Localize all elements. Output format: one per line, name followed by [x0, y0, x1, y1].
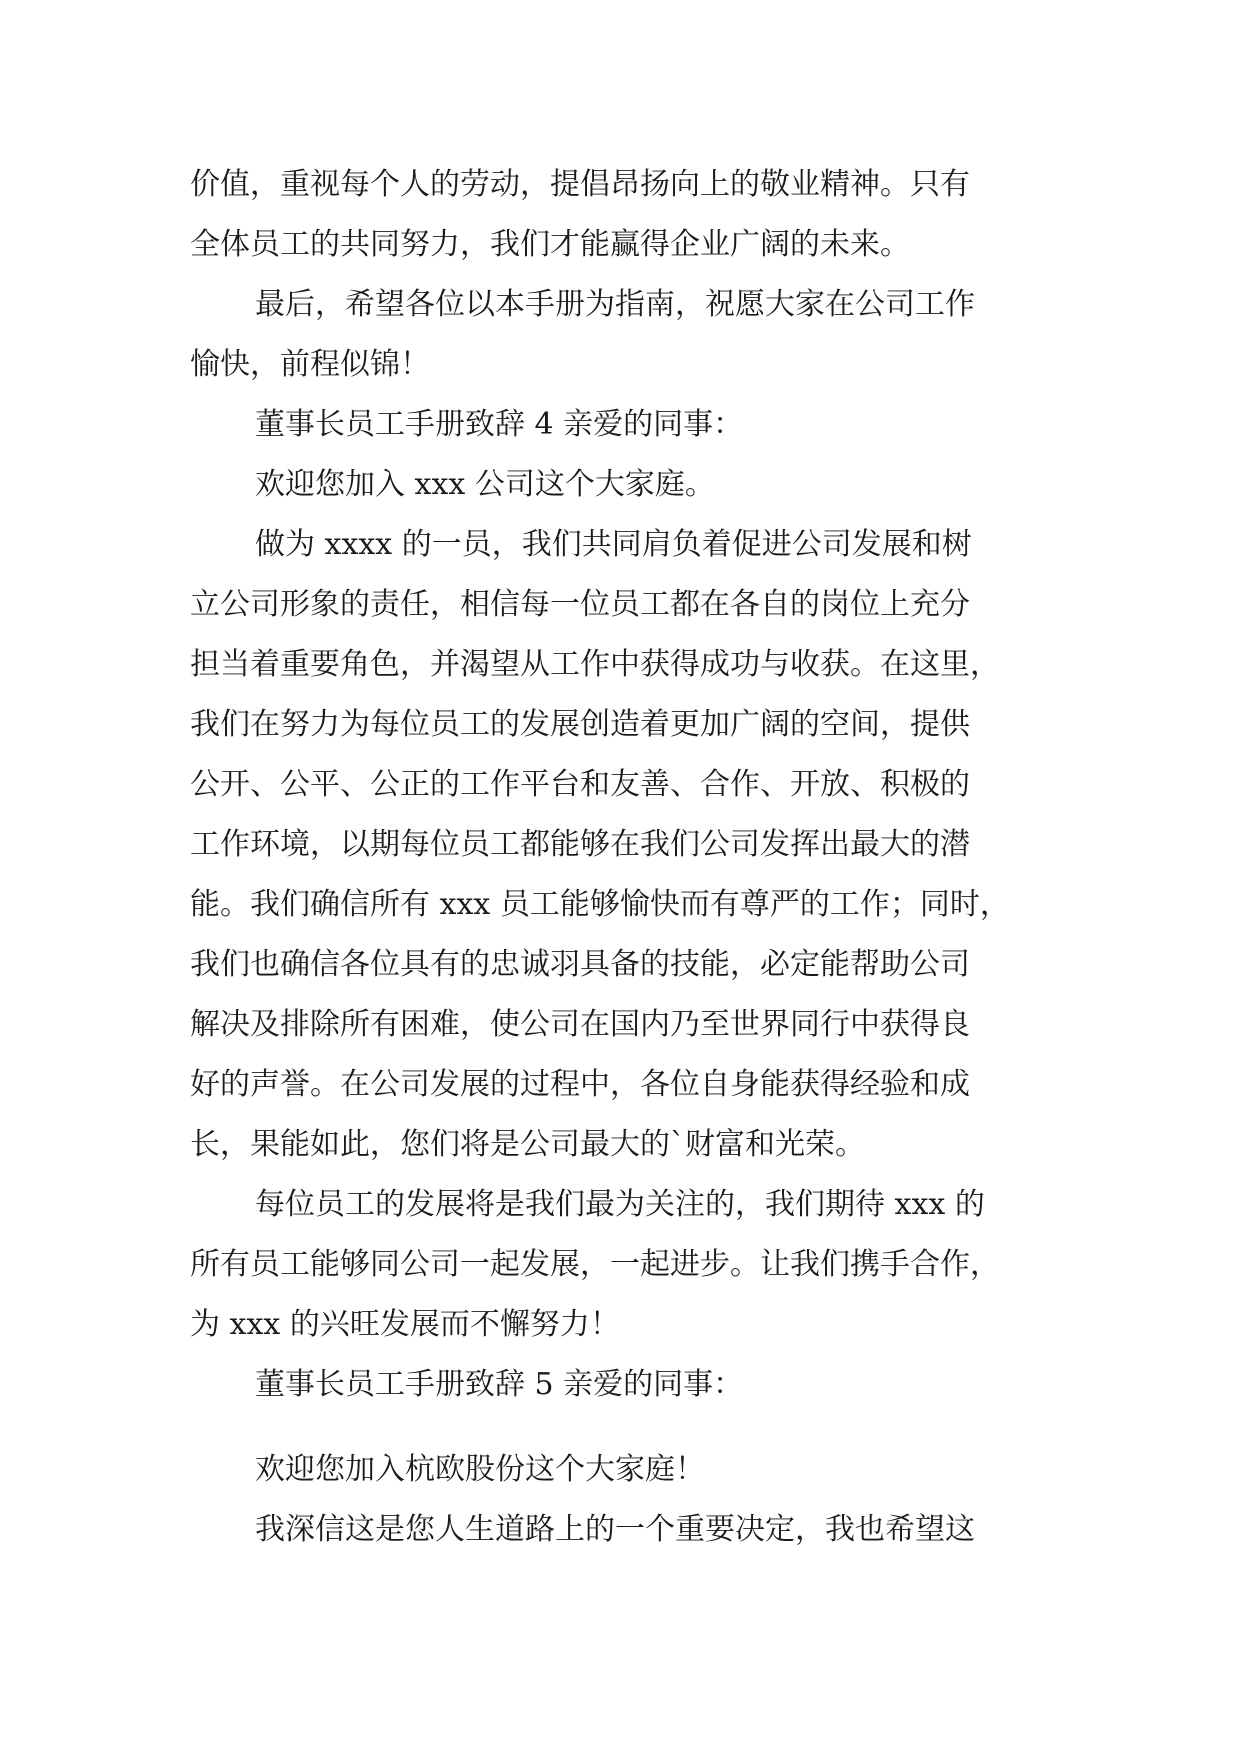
paragraph-line: 公开、公平、公正的工作平台和友善、合作、开放、积极的	[190, 767, 970, 802]
paragraph-line: 为 xxx 的兴旺发展而不懈努力！	[190, 1307, 620, 1342]
section-heading: 董事长员工手册致辞 5 亲爱的同事：	[255, 1367, 744, 1402]
paragraph-line: 价值，重视每个人的劳动，提倡昂扬向上的敬业精神。只有	[190, 167, 970, 202]
paragraph-line: 能。我们确信所有 xxx 员工能够愉快而有尊严的工作；同时，	[190, 887, 1010, 922]
paragraph-line: 愉快，前程似锦！	[190, 347, 430, 382]
paragraph-line: 立公司形象的责任，相信每一位员工都在各自的岗位上充分	[190, 587, 970, 622]
paragraph-line: 做为 xxxx 的一员，我们共同肩负着促进公司发展和树	[255, 527, 972, 562]
paragraph-line: 担当着重要角色，并渴望从工作中获得成功与收获。在这里，	[190, 647, 1000, 682]
paragraph-line: 欢迎您加入杭欧股份这个大家庭！	[255, 1452, 705, 1487]
paragraph-line: 好的声誉。在公司发展的过程中，各位自身能获得经验和成	[190, 1067, 970, 1102]
paragraph-line: 最后，希望各位以本手册为指南，祝愿大家在公司工作	[255, 287, 975, 322]
paragraph-line: 每位员工的发展将是我们最为关注的，我们期待 xxx 的	[255, 1187, 985, 1222]
paragraph-line: 工作环境，以期每位员工都能够在我们公司发挥出最大的潜	[190, 827, 970, 862]
paragraph-line: 我深信这是您人生道路上的一个重要决定，我也希望这	[255, 1512, 975, 1547]
paragraph-line: 解决及排除所有困难，使公司在国内乃至世界同行中获得良	[190, 1007, 970, 1042]
paragraph-line: 所有员工能够同公司一起发展，一起进步。让我们携手合作，	[190, 1247, 1000, 1282]
paragraph-line: 长，果能如此，您们将是公司最大的`财富和光荣。	[190, 1127, 865, 1162]
paragraph-line: 我们也确信各位具有的忠诚羽具备的技能，必定能帮助公司	[190, 947, 970, 982]
section-heading: 董事长员工手册致辞 4 亲爱的同事：	[255, 407, 744, 442]
paragraph-line: 我们在努力为每位员工的发展创造着更加广阔的空间，提供	[190, 707, 970, 742]
paragraph-line: 全体员工的共同努力，我们才能赢得企业广阔的未来。	[190, 227, 910, 262]
paragraph-line: 欢迎您加入 xxx 公司这个大家庭。	[255, 467, 715, 502]
